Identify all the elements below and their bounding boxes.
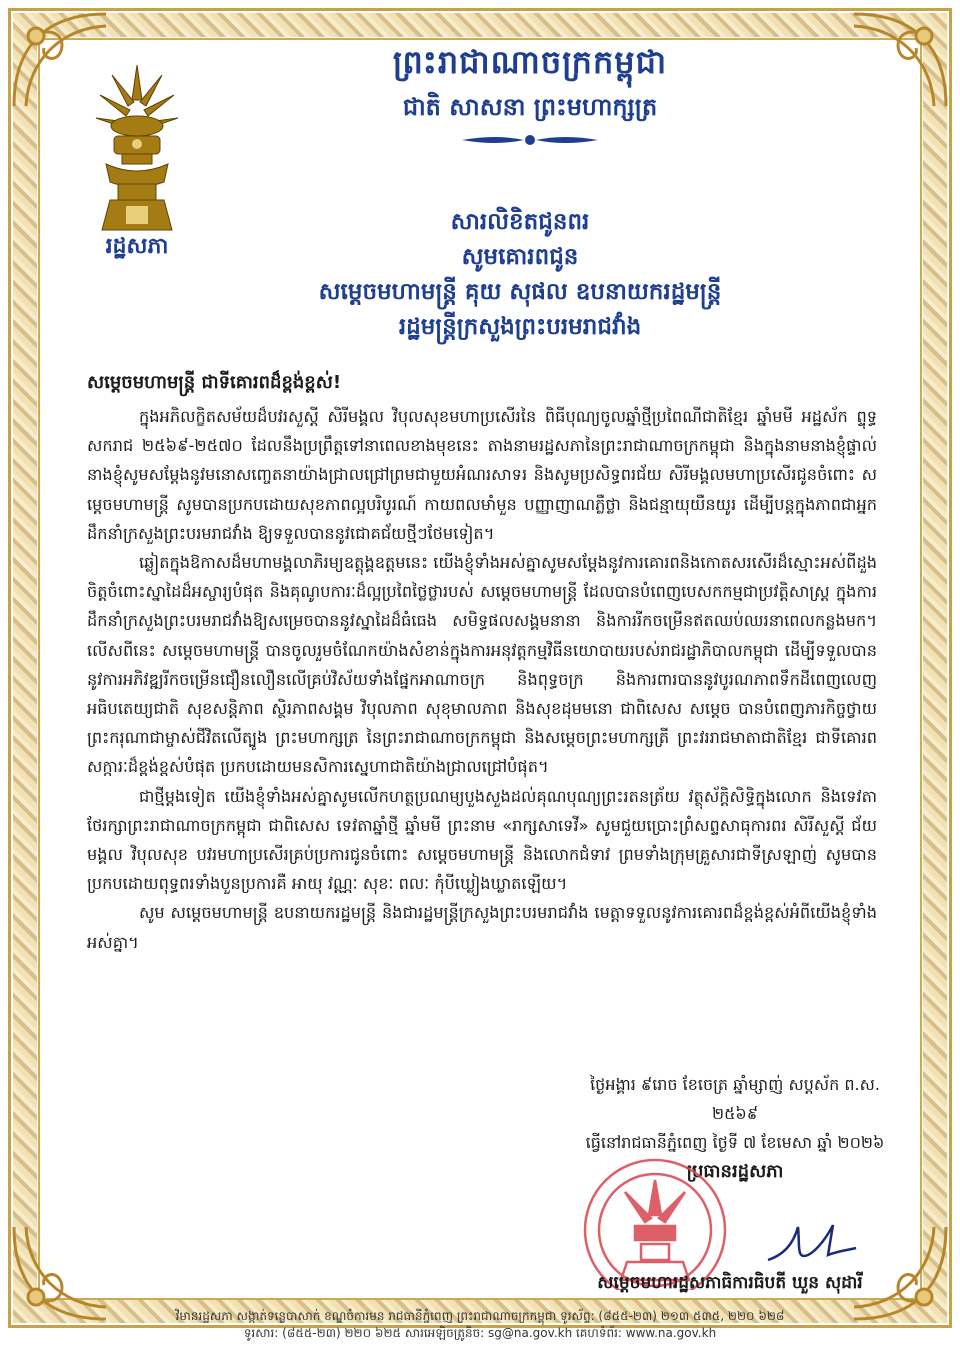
letter-title-block <box>200 205 840 345</box>
body-paragraph: សូម សម្តេចមហាមន្ត្រី ឧបនាយករដ្ឋមន្ត្រី និងជារដ្ឋមន្ត្រីក្រសួងព្រះបរមរាជវាំង មេត្តាទទួលនូវការគោរពដ៏ខ្ពង់ខ្ពស់អំពីយើងខ្ញុំទាំងអស់គ្នា។ <box>87 903 877 952</box>
handwritten-signature-icon <box>758 1215 858 1275</box>
letterhead-footer <box>100 1308 860 1342</box>
kingdom-heading: ព្រះរាជាណាចក្រកម្ពុជា <box>392 43 668 81</box>
body-paragraph: ក្នុងអភិលក្ខិតសម័យដ៏បវរសួស្តី សិរីមង្គល វិបុលសុខមហាប្រសើរនៃ ពិធីបុណ្យចូលឆ្នាំថ្មីប្រពៃណីជាតិខ្មែរ ឆ្នាំមមី អដ្ឋស័ក ព្ទុទ្ធសករាជ ២៥៦៩-២៥៧០ ដែលនឹងប្រព្រឹត្តទៅនាពេលខាងមុខនេះ តាងនាមរដ្ឋសភានៃព្រះរាជាណាចក្រកម្ពុជា និងក្នុងនាមនាងខ្ញុំផ្ទាល់ នាងខ្ញុំសូមសម្តែងនូវមនោសញ្ចេតនាយ៉ាងជ្រាលជ្រៅព្រមជាមួយអំណរសាទរ និងសូមប្រសិទ្ធពរជ័យ សិរីមង្គលមហាប្រសើរជូនចំពោះ សម្តេចមហាមន្ត្រី សូមបានប្រកបដោយសុខភាពល្អបរិបូរណ៍ កាយពលមាំមួន បញ្ញាញាណភ្លឺថ្លា និងជន្មាយុយឺនយូរ ដើម្បីបន្តក្នុងភាពជាអ្នកដឹកនាំក្រសួងព្រះបរមរាជវាំង ឱ្យទទួលបាននូវជោគជ័យថ្មីៗថែមទៀត។ <box>87 407 877 543</box>
body-paragraph: ឆ្លៀតក្នុងឱកាសដ៏មហាមង្គលាភិរម្យឧត្តុង្គឧត្តមនេះ យើងខ្ញុំទាំងអស់គ្នាសូមសម្តែងនូវការគោរពនិងកោតសរសើរដ៏ស្មោះអស់ពីដួងចិត្តចំពោះស្នាដៃដ៏អស្ចារ្យបំផុត និងគុណូបការៈដ៏ល្អប្រពៃថ្លៃថ្លារបស់ សម្តេចមហាមន្ត្រី ដែលបានបំពេញបេសកកម្មជាប្រវត្តិសាស្ត្រ ក្នុងការដឹកនាំក្រសួងព្រះបរមរាជវាំងឱ្យសម្រេចបាននូវស្នាដៃដ៏ធំធេង សមិទ្ធផលសង្គមនានា និងការរីកចម្រើនឥតឈប់ឈរនាពេលកន្លងមក។ លើសពីនេះ សម្តេចមហាមន្ត្រី បានចូលរួមចំណែកយ៉ាងសំខាន់ក្នុងការអនុវត្តកម្មវិធីនយោបាយរបស់រាជរដ្ឋាភិបាលកម្ពុជា ដើម្បីទទួលបាននូវការអភិវឌ្ឍរីកចម្រើនជឿនលឿនលើគ្រប់វិស័យទាំងផ្នែកអាណាចក្រ និងពុទ្ធចក្រ និងការពារបាននូវបូរណភាពទឹកដីពេញលេញ អធិបតេយ្យជាតិ សុខសន្តិភាព ស្ថិរភាពសង្គម វិបុលភាព សុខុមាលភាព និងសុខដុមមនោ ជាពិសេស សម្តេច បានបំពេញភារកិច្ចថ្វាយ ព្រះករុណាជាម្ចាស់ជីវិតលើត្បូង ព្រះមហាក្សត្រ នៃព្រះរាជាណាចក្រកម្ពុជា និងសម្តេចព្រះមហាក្សត្រី ព្រះវររាជមាតាជាតិខ្មែរ ជាទីគោរពសក្ការៈដ៏ខ្ពង់ខ្ពស់បំផុត ប្រកបដោយមនសិការស្នេហាជាតិយ៉ាងជ្រាលជ្រៅបំផុត។ <box>87 553 878 777</box>
letter-type-title: សារលិខិតជូនពរ <box>450 209 590 235</box>
national-motto: ជាតិ សាសនា ព្រះមហាក្សត្រ <box>402 93 658 121</box>
footer-contact: ទូរសារ: (៨៥៥-២៣) ២២០ ៦២៥ សារអេឡិចត្រូនិច: sg@na.gov.kh គេហទំព័រ: www.na.gov.kh <box>243 1326 717 1340</box>
letter-body <box>87 402 877 957</box>
national-assembly-emblem-icon <box>92 60 182 240</box>
corner-ornament-icon <box>844 6 954 116</box>
body-paragraph: ជាថ្មីម្តងទៀត យើងខ្ញុំទាំងអស់គ្នាសូមលើកហត្ថប្រណម្យបួងសួងដល់គុណបុណ្យព្រះរតនត្រ័យ វត្ថុស័ក្តិសិទ្ធិក្នុងលោក និងទេវតាថែរក្សាព្រះរាជាណាចក្រកម្ពុជា ជាពិសេស ទេវតាឆ្នាំថ្មី ឆ្នាំមមី ព្រះនាម «រាក្សសាទេវី» សូមជួយប្រោះព្រំសព្ទសាធុការពរ សិរីសួស្តី ជ័យមង្គល វិបុលសុខ បវរមហាប្រសើរគ្រប់ប្រការជូនចំពោះ សម្តេចមហាមន្ត្រី និងលោកជំទាវ ព្រមទាំងក្រុមគ្រួសារជាទីស្រឡាញ់ សូមបានប្រកបដោយពុទ្ធពរទាំងបួនប្រការគឺ អាយុ វណ្ណៈ សុខៈ ពលៈ កុំបីឃ្លៀងឃ្លាតឡើយ។ <box>87 786 877 894</box>
signatory-name: សម្តេចមហារដ្ឋសភាធិការធិបតី ឃួន សុដារី <box>597 1273 863 1293</box>
solar-date-place: ធ្វើនៅរាជធានីភ្នំពេញ ថ្ងៃទី ៧ ខែមេសា ឆ្នាំ ២០២៦ <box>585 1133 885 1152</box>
recipient-position: រដ្ឋមន្ត្រីក្រសួងព្រះបរមរាជវាំង <box>398 314 642 340</box>
salutation: សម្តេចមហាមន្ត្រី ជាទីគោរពដ៏ខ្ពង់ខ្ពស់! <box>87 372 342 393</box>
ornamental-divider-icon <box>462 130 598 150</box>
institution-label: រដ្ឋសភា <box>105 234 169 259</box>
official-seal-icon <box>555 1140 755 1290</box>
footer-address: វិមានរដ្ឋសភា សង្កាត់ទន្លេបាសាក់ ខណ្ឌចំការមន រាជធានីភ្នំពេញ ព្រះរាជាណាចក្រកម្ពុជា ទូរស័ព្ទ: (៨៥៥-២៣) ២១៣ ៥៣៥, ២២០ ៦២៨ <box>175 1309 785 1323</box>
respectful-address: សូមគោរពជូន <box>461 244 579 270</box>
recipient-name: សម្តេចមហាមន្ត្រី គុយ សុផល ឧបនាយករដ្ឋមន្ត្រី <box>318 279 722 305</box>
signatory-position: ប្រធានរដ្ឋសភា <box>686 1161 784 1182</box>
lunar-date: ថ្ងៃអង្គារ ៩រោច ខែចេត្រ ឆ្នាំម្សាញ់ សប្តស័ក ព.ស. ២៥៦៩ <box>590 1075 880 1123</box>
